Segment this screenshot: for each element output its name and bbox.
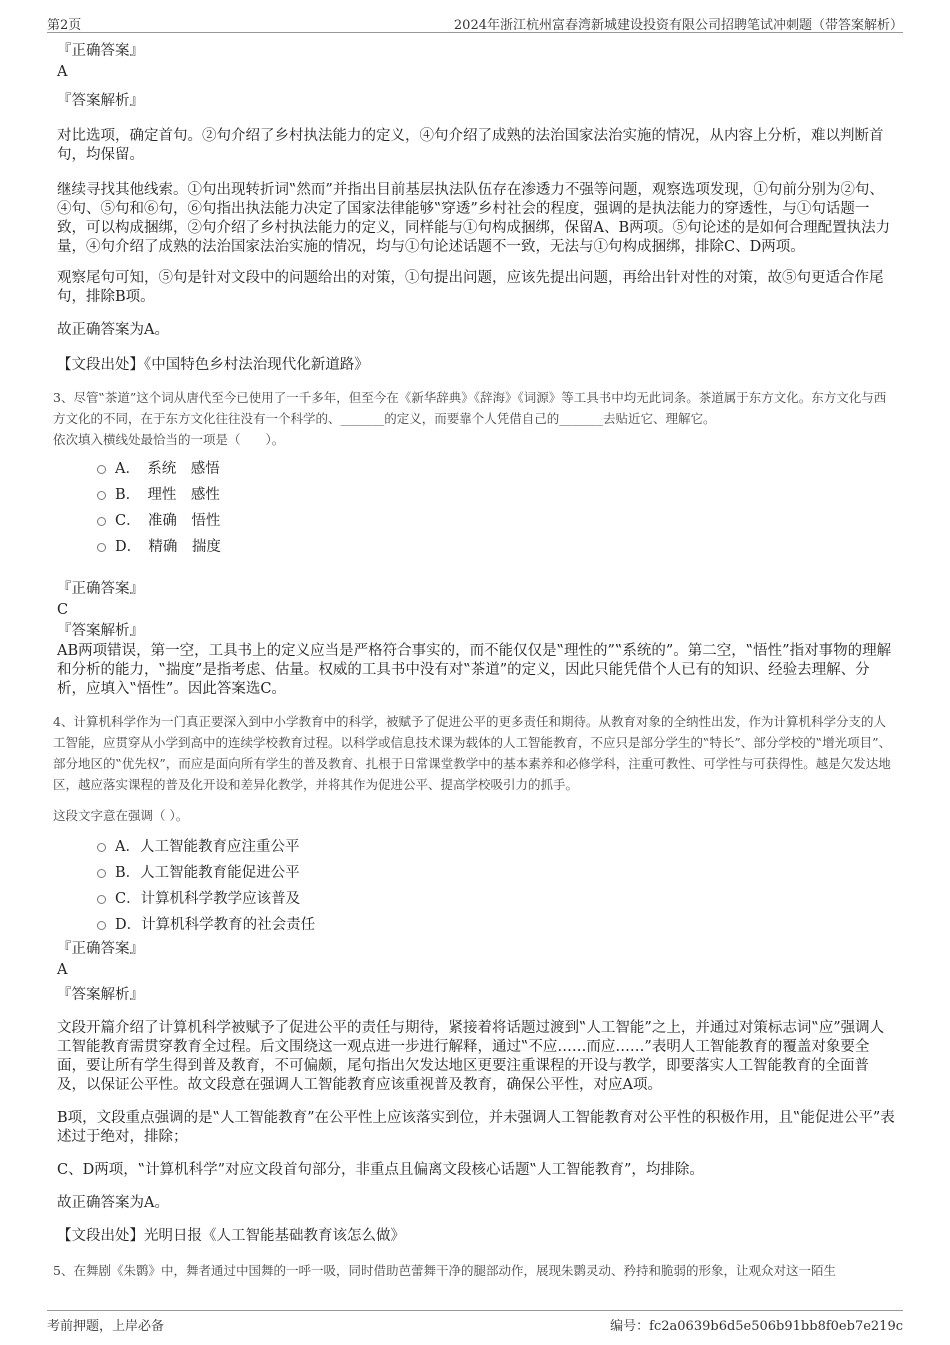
page-number: 第2页 [47, 18, 82, 33]
q3-answer: C [57, 602, 69, 618]
page-footer [47, 1310, 903, 1333]
q4-answer-label: 『正确答案』 [57, 941, 144, 957]
q4-source: 【文段出处】光明日报《人工智能基础教育该怎么做》 [57, 1228, 405, 1244]
q4-option-b[interactable] [57, 860, 897, 886]
radio-button[interactable] [97, 491, 106, 500]
q4-prompt: 这段文字意在强调（ ）。 [53, 808, 189, 823]
q4-stem: 4、计算机科学作为一门真正要深入到中小学教育中的科学，被赋予了促进公平的更多责任和期待。从教育对象的全纳性出发，作为计算机科学分支的人工智能，应贯穿从小学到高中的连续学校教育过程。以科学或信息技术课为载体的人工智能教育，不应只是部分学生的‟特长”、部分学校的‟增光项目”、部分地区的‟优先权”，而应是面向所有学生的普及教育、扎根于日常课堂教学中的基本素养和必修学科，注重可教性、可学性与可获得性。越是欠发达地区，越应落实课程的普及化开设和差异化教学，并将其作为促进公平、提高学校吸引力的抓手。 [53, 714, 892, 792]
q2-analysis-paragraph: 观察尾句可知，⑤句是针对文段中的问题给出的对策，①句提出问题，应该先提出问题，再给出针对性的对策，故⑤句更适合作尾句，排除B项。 [57, 270, 884, 305]
q3-option-d[interactable] [57, 534, 897, 560]
option-label: C．计算机科学教学应该普及 [115, 891, 301, 907]
q3-analysis: AB两项错误，第一空，工具书上的定义应当是严格符合事实的，而不能仅仅是‟理性的”‟系统的”。第二空，‟悟性”指对事物的理解和分析的能力，‟揣度”是指考虑、估量。权威的工具书中没有对‟茶道”的定义，因此只能凭借个人已有的知识、经验去理解、分析，应填入‟悟性”。因此答案选C。 [57, 643, 892, 697]
q4-analysis-label: 『答案解析』 [57, 987, 144, 1003]
option-label: A． 系统 感悟 [115, 461, 220, 477]
option-label: A．人工智能教育应注重公平 [115, 839, 300, 855]
q2-analysis-label: 『答案解析』 [57, 93, 144, 109]
q3-answer-label: 『正确答案』 [57, 581, 144, 597]
radio-button[interactable] [97, 465, 106, 474]
document-id: 编号：fc2a0639b6d5e506b91bb8f0eb7e219c [610, 1319, 903, 1334]
radio-button[interactable] [97, 869, 106, 878]
document-title: 2024年浙江杭州富春湾新城建设投资有限公司招聘笔试冲刺题（带答案解析） [453, 18, 903, 33]
q2-answer-label: 『正确答案』 [57, 43, 144, 59]
radio-button[interactable] [97, 843, 106, 852]
radio-button[interactable] [97, 517, 106, 526]
page-header [47, 12, 903, 33]
document-body [53, 42, 897, 1281]
q3-option-b[interactable] [57, 482, 897, 508]
q5-stem: 5、在舞剧《朱鹮》中，舞者通过中国舞的一呼一吸，同时借助芭蕾舞干净的腿部动作，展现朱鹮灵动、矜持和脆弱的形象，让观众对这一陌生 [53, 1263, 836, 1278]
option-label: D． 精确 揣度 [115, 539, 221, 555]
q2-analysis-paragraph: 对比选项，确定首句。②句介绍了乡村执法能力的定义，④句介绍了成熟的法治国家法治实施的情况，从内容上分析，难以判断首句，均保留。 [57, 128, 884, 163]
radio-button[interactable] [97, 543, 106, 552]
radio-button[interactable] [97, 921, 106, 930]
q4-answer: A [57, 962, 68, 978]
q2-answer: A [57, 64, 68, 80]
q4-analysis-paragraph: B项，文段重点强调的是‟人工智能教育”在公平性上应该落实到位，并未强调人工智能教育对公平性的积极作用，且‟能促进公平”表述过于绝对，排除； [57, 1110, 895, 1145]
q4-option-c[interactable] [57, 886, 897, 912]
q4-analysis-paragraph: C、D两项，‟计算机科学”对应文段首句部分，非重点且偏离文段核心话题‟人工智能教育”，均排除。 [57, 1162, 704, 1178]
q2-source: 【文段出处】《中国特色乡村法治现代化新道路》 [57, 357, 369, 373]
q3-option-a[interactable] [57, 456, 897, 482]
q3-analysis-label: 『答案解析』 [57, 623, 144, 639]
q2-conclusion: 故正确答案为A。 [57, 322, 169, 338]
option-label: B．人工智能教育能促进公平 [115, 865, 300, 881]
q3-option-c[interactable] [57, 508, 897, 534]
q4-analysis-paragraph: 文段开篇介绍了计算机科学被赋予了促进公平的责任与期待，紧接着将话题过渡到‟人工智能”之上，并通过对策标志词‟应”强调人工智能教育需贯穿教育全过程。后文围绕这一观点进一步进行解释，通过‟不应……而应……”表明人工智能教育的覆盖对象要全面，要让所有学生得到普及教育，不可偏颇，尾句指出欠发达地区更要注重课程的开设与教学，即要落实人工智能教育的全面普及，以保证公平性。故文段意在强调人工智能教育应该重视普及教育，确保公平性，对应A项。 [57, 1020, 885, 1093]
footer-slogan: 考前押题，上岸必备 [47, 1319, 165, 1334]
q3-stem: 3、尽管‟茶道”这个词从唐代至今已使用了一千多年，但至今在《新华辞典》《辞海》《词源》等工具书中均无此词条。茶道属于东方文化。东方文化与西方文化的不同，在于东方文化往往没有一个科学的、_______的定义，而要靠个人凭借自己的_______去贴近它、理解它。 [53, 390, 887, 426]
q3-prompt: 依次填入横线处最恰当的一项是（ ）。 [53, 432, 285, 447]
q4-conclusion: 故正确答案为A。 [57, 1195, 169, 1211]
q2-analysis-paragraph: 继续寻找其他线索。①句出现转折词‟然而”并指出目前基层执法队伍存在渗透力不强等问题，观察选项发现，①句前分别为②句、④句、⑤句和⑥句，⑥句指出执法能力决定了国家法律能够‟穿透”乡村社会的程度，强调的是执法能力的穿透性，与①句话题一致，可以构成捆绑，②句介绍了乡村执法能力的定义，同样能与①句构成捆绑，保留A、B两项。⑤句论述的是如何合理配置执法力量，④句介绍了成熟的法治国家法治实施的情况，均与①句论述话题不一致，无法与①句构成捆绑，排除C、D两项。 [57, 182, 891, 255]
q4-option-a[interactable] [57, 834, 897, 860]
q4-option-d[interactable] [57, 912, 897, 938]
radio-button[interactable] [97, 895, 106, 904]
option-label: D．计算机科学教育的社会责任 [115, 917, 316, 933]
option-label: B． 理性 感性 [115, 487, 220, 503]
option-label: C． 准确 悟性 [115, 513, 221, 529]
